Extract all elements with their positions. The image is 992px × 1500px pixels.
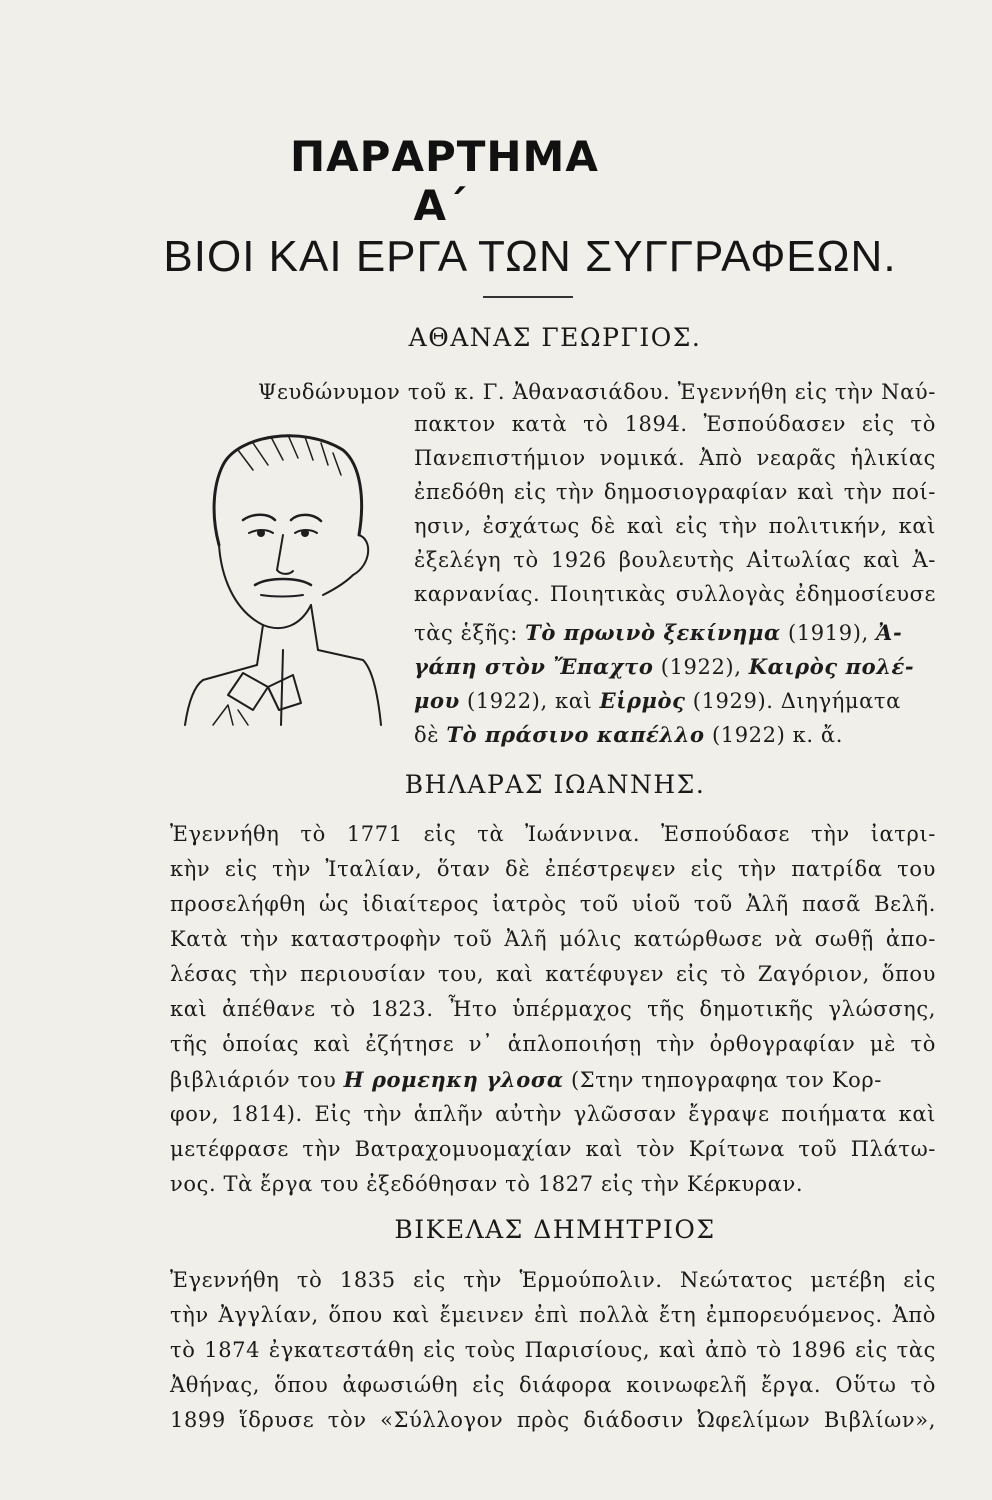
text-line: 1899 ἵδρυσε τὸν «Σύλλογον πρὸς διάδοσιν Ὠφελίμων Βιβλίων», — [170, 1408, 936, 1432]
works-line: γάπη στὸν Ἔπαχτο (1922), Καιρὸς πολέ- — [414, 654, 915, 679]
text-line: πακτον κατὰ τὸ 1894. Ἐσπούδασεν εἰς τὸ — [414, 412, 936, 436]
text-line: ησιν, ἐσχάτως δὲ καὶ εἰς τὴν πολιτικήν, καὶ — [414, 514, 936, 538]
entry-heading-vilaras: ΒΗΛΑΡΑΣ ΙΩΑΝΝΗΣ. — [404, 770, 706, 799]
entry-heading-vikelas: ΒΙΚΕΛΑΣ ΔΗΜΗΤΡΙΟΣ — [394, 1215, 716, 1244]
text-line: προσελήφθη ὡς ἰδιαίτερος ἰατρὸς τοῦ υἱοῦ τοῦ Ἀλῆ πασᾶ Βελῆ. — [170, 892, 936, 916]
text-line: Πανεπιστήμιον νομικά. Ἀπὸ νεαρᾶς ἡλικίας — [414, 446, 936, 470]
works-line: τὰς ἑξῆς: Τὸ πρωινὸ ξεκίνημα (1919), Ἀ- — [414, 620, 903, 645]
text-line: καρνανίας. Ποιητικὰς συλλογὰς ἐδημοσίευσε — [414, 582, 936, 606]
work-title: γάπη στὸν Ἔπαχτο — [414, 654, 654, 679]
text-line: κὴν εἰς τὴν Ἰταλίαν, ὅταν δὲ ἐπέστρεψεν εἰς τὴν πατρίδα του — [170, 857, 936, 881]
work-title: μου — [414, 688, 460, 713]
text-line: Κατὰ τὴν καταστροφὴν τοῦ Ἀλῆ μόλις κατώρθωσε νὰ σωθῇ ἀπο- — [170, 927, 936, 951]
text-line: φον, 1814). Εἰς τὴν ἁπλῆν αὐτὴν γλῶσσαν ἔγραψε ποιήματα καὶ — [170, 1102, 936, 1126]
text-line: λέσας τὴν περιουσίαν του, καὶ κατέφυγεν εἰς τὸ Ζαγόριον, ὅπου — [170, 962, 936, 986]
text-line: ἐξελέγη τὸ 1926 βουλευτὴς Αἰτωλίας καὶ Ἀ- — [414, 548, 936, 572]
text-line: βιβλιάριόν του Η ρομεηκη γλοσα (Στην τηπογραφηα τον Κορ- — [170, 1067, 882, 1092]
text-line: Ἐγεννήθη τὸ 1835 εἰς τὴν Ἑρμούπολιν. Νεώτατος μετέβη εἰς — [170, 1268, 936, 1292]
text-line: τῆς ὁποίας καὶ ἐζήτησε ν᾽ ἁπλοποιήσῃ τὴν ὀρθογραφίαν μὲ τὸ — [170, 1032, 936, 1056]
book-title: Η ρομεηκη γλοσα — [343, 1067, 564, 1092]
work-title: Εἱρμὸς — [599, 688, 686, 713]
appendix-title: ΠΑΡΑΡΤΗΜΑ Α΄ — [290, 132, 599, 230]
text-line: τὴν Ἀγγλίαν, ὅπου καὶ ἔμεινεν ἐπὶ πολλὰ ἔτη ἐμπορευόμενος. Ἀπὸ — [170, 1303, 936, 1327]
text-line: Ψευδώνυμον τοῦ κ. Γ. Ἀθανασιάδου. Ἐγεννήθη εἰς τὴν Ναύ- — [258, 380, 936, 404]
author-portrait-illustration — [183, 425, 383, 735]
works-line: μου (1922), καὶ Εἱρμὸς (1929). Διηγήματα — [414, 688, 901, 713]
work-title: Ἀ- — [876, 620, 903, 645]
entry-heading-athanas: ΑΘΑΝΑΣ ΓΕΩΡΓΙΟΣ. — [408, 323, 702, 352]
text-line: μετέφρασε τὴν Βατραχομυομαχίαν καὶ τὸν Κρίτωνα τοῦ Πλάτω- — [170, 1137, 936, 1161]
text-line: Ἐγεννήθη τὸ 1771 εἰς τὰ Ἰωάννινα. Ἐσπούδασε τὴν ἰατρι- — [170, 822, 936, 846]
title-divider — [483, 296, 573, 298]
text-line: νος. Τὰ ἔργα του ἐξεδόθησαν τὸ 1827 εἰς τὴν Κέρκυραν. — [170, 1172, 804, 1196]
works-line: δὲ Τὸ πράσινο καπέλλο (1922) κ. ἄ. — [414, 722, 843, 747]
text-line: ἐπεδόθη εἰς τὴν δημοσιογραφίαν καὶ τὴν ποί- — [414, 480, 936, 504]
work-title: Τὸ πράσινο καπέλλο — [446, 722, 705, 747]
section-title: ΒΙΟΙ ΚΑΙ ΕΡΓΑ ΤΩΝ ΣΥΓΓΡΑΦΕΩΝ. — [163, 232, 897, 281]
work-title: Τὸ πρωινὸ ξεκίνημα — [525, 620, 781, 645]
text-line: Ἀθήνας, ὅπου ἀφωσιώθη εἰς διάφορα κοινωφελῆ ἔργα. Οὕτω τὸ — [170, 1373, 936, 1397]
text-line: τὸ 1874 ἐγκατεστάθη εἰς τοὺς Παρισίους, καὶ ἀπὸ τὸ 1896 εἰς τὰς — [170, 1338, 936, 1362]
work-title: Καιρὸς πολέ- — [748, 654, 915, 679]
text-line: καὶ ἀπέθανε τὸ 1823. Ἦτο ὑπέρμαχος τῆς δημοτικῆς γλώσσης, — [170, 997, 936, 1021]
